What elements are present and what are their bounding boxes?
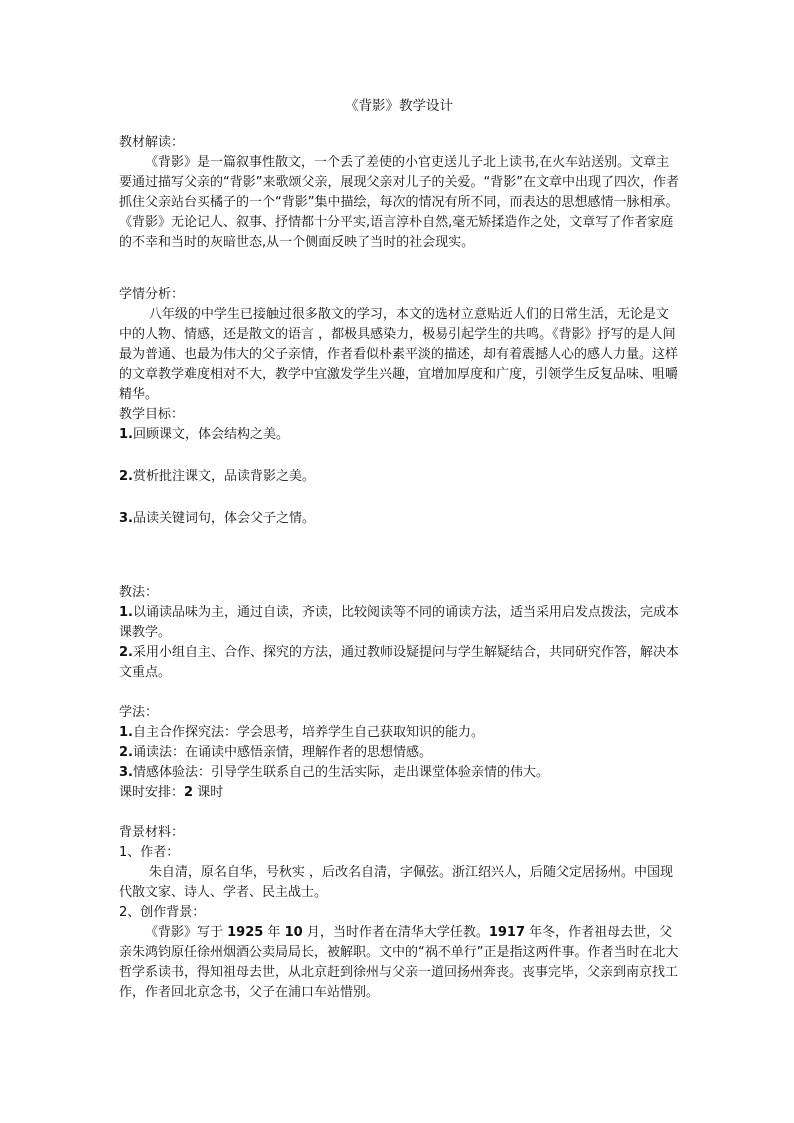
goal-item [119,425,679,445]
document-content [119,96,679,1003]
creation-heading: 2、创作背景： [119,905,206,920]
textbook-heading: 教材解读： [119,135,185,150]
learning-item-text: 自主合作探究法：学会思考，培养学生自己获取知识的能力。 [132,725,484,740]
schedule-value: 2 [184,785,194,800]
creation-text: 《背影》写于 [145,925,228,940]
creation-text: 年冬，作者祖母去世，父亲朱鸿钧原任徐州烟酒公卖局局长，被解职。文中的“祸不单行”正是指这两件事。作者当时在北大哲学系读书，得知祖母去世，从北京赶到徐州与父亲一道回扬州奔丧。丧事完毕，父亲到南京找工作，作者回北京念书，父子在浦口车站惜别。 [119,925,679,1000]
learning-item-text: 诵读法：在诵读中感悟亲情，理解作者的思想情感。 [132,745,432,760]
students-body: 八年级的中学生已接触过很多散文的学习，本文的选材立意贴近人们的日常生活，无论是文中的人物、情感，还是散文的语言 ，都极具感染力，极易引起学生的共鸣。《背影》抒写的是人间最为普通、也最为伟大的父子亲情，作者看似朴素平淡的描述，却有着震撼人心的感人力量。这样的文章教学难度相对不大，教学中宜激发学生兴趣，宜增加厚度和广度，引领学生反复品味、咀嚼精华。 [119,307,679,402]
method-item-text: 以诵读品味为主，通过自读，齐读，比较阅读等不同的诵读方法，适当采用启发点拨法，完成本课教学。 [119,605,679,640]
schedule-label: 课时安排： [119,785,185,800]
creation-month: 10 [284,925,303,940]
method-item-text: 采用小组自主、合作、探究的方法，通过教师设疑提问与学生解疑结合，共同研究作答，解决本文重点。 [119,645,679,680]
creation-year: 1917 [488,925,526,940]
goal-item-number: 1. [119,427,133,442]
methods-heading: 教法： [119,585,159,600]
goals-heading: 教学目标： [119,407,185,422]
goal-item [119,509,679,529]
learning-item [119,743,679,763]
method-item [119,603,679,643]
method-item-number: 2. [119,645,133,660]
learning-item-number: 2. [119,745,133,760]
goal-item-text: 品读关键词句，体会父子之情。 [132,511,315,526]
learning-item-number: 3. [119,765,133,780]
goal-item-number: 2. [119,469,133,484]
creation-body [119,923,679,1003]
learning-item-text: 情感体验法：引导学生联系自己的生活实际，走出课堂体验亲情的伟大。 [132,765,549,780]
page-title: 《背影》教学设计 [345,98,453,114]
learning-heading: 学法： [119,705,159,720]
background-heading: 背景材料： [119,825,185,840]
goal-item-text: 回顾课文，体会结构之美。 [132,427,289,442]
method-item-number: 1. [119,605,133,620]
schedule-unit: 课时 [197,785,224,800]
creation-year: 1925 [227,925,264,940]
learning-item [119,723,679,743]
schedule-line [119,783,679,803]
author-heading: 1、作者： [119,845,180,860]
creation-text: 年 [263,925,285,940]
textbook-body: 《背影》是一篇叙事性散文，一个丢了差使的小官吏送儿子北上读书,在火车站送别。文章主要通过描写父亲的“背影”来歌颂父亲，展现父亲对儿子的关爱。“背影”在文章中出现了四次，作者抓住父亲站台买橘子的一个“背影”集中描绘，每次的情况有所不同，而表达的思想感情一脉相承。《背影》无论记人、叙事、抒情都十分平实,语言淳朴自然,毫无矫揉造作之处，文章写了作者家庭的不幸和当时的灰暗世态,从一个侧面反映了当时的社会现实。 [119,155,679,250]
learning-item-number: 1. [119,725,133,740]
learning-item [119,763,679,783]
author-body: 朱自清，原名自华，号秋实 ，后改名自清，字佩弦。浙江绍兴人，后随父定居扬州。中国现代散文家、诗人、学者、民主战士。 [119,865,674,900]
method-item [119,643,679,683]
students-heading: 学情分析： [119,287,185,302]
goal-item [119,467,679,487]
goal-item-text: 赏析批注课文，品读背影之美。 [132,469,315,484]
creation-text: 月，当时作者在清华大学任教。 [302,925,489,940]
goal-item-number: 3. [119,511,133,526]
